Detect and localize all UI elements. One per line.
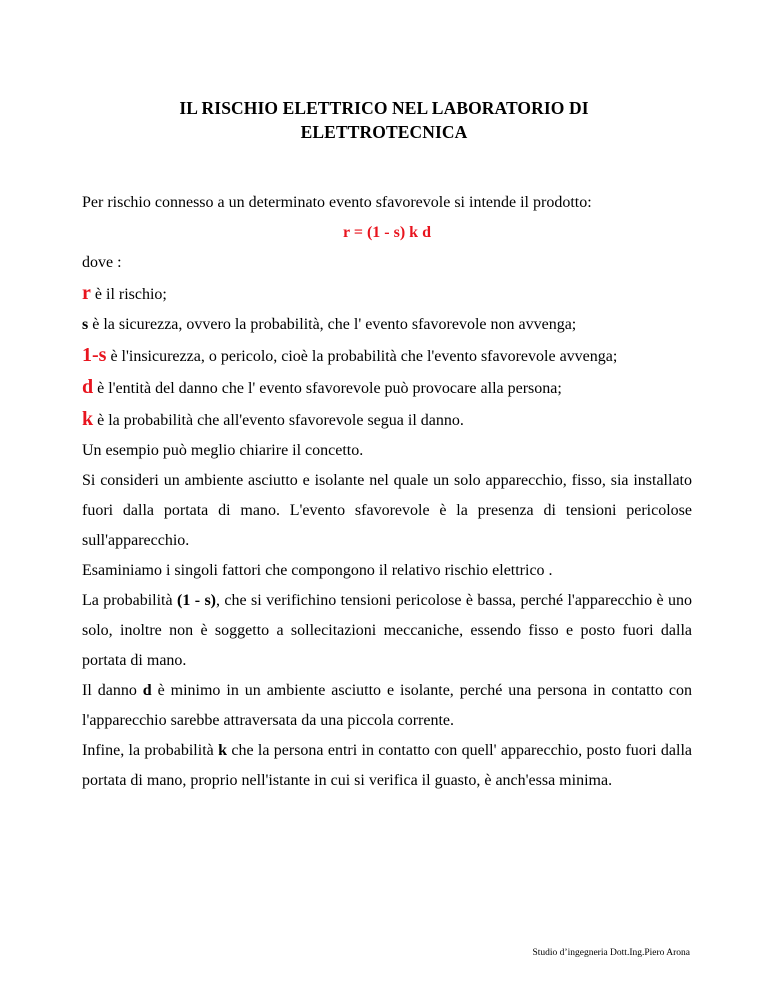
example-paragraph: Si consideri un ambiente asciutto e isolante nel quale un solo apparecchio, fisso, sia installato fuori dalla portata di mano. L'evento sfavorevole è la presenza di tensioni pericolose sull'apparecchio.: [82, 472, 692, 549]
definition-r: [82, 278, 692, 310]
probability-post: , che si verifichino tensioni pericolose è bassa, perché l'apparecchio è uno solo, inoltre non è soggetto a sollecitazioni meccaniche, essendo fisso e posto fuori dalla portata di mano.: [82, 592, 693, 669]
title-line-2: ELETTROTECNICA: [300, 122, 468, 142]
examine-paragraph: Esaminiamo i singoli fattori che compongono il relativo rischio elettrico .: [82, 562, 553, 579]
definition-d: [82, 372, 692, 404]
final-pre: Infine, la probabilità: [82, 742, 219, 759]
title-line-1: IL RISCHIO ELETTRICO NEL LABORATORIO DI: [179, 98, 589, 118]
damage-post: è minimo in un ambiente asciutto e isolante, perché una persona in contatto con l'apparecchio sarebbe attraversata da una piccola corrente.: [82, 682, 693, 729]
definition-d-text: è l'entità del danno che l' evento sfavorevole può provocare alla persona;: [93, 380, 562, 397]
symbol-k: k: [82, 408, 94, 430]
damage-bold: d: [142, 682, 152, 699]
probability-paragraph: [82, 586, 692, 676]
page-footer: Studio d’ingegneria Dott.Ing.Piero Arona: [532, 948, 690, 958]
intro-paragraph: Per rischio connesso a un determinato evento sfavorevole si intende il prodotto:: [82, 194, 592, 211]
symbol-d: d: [82, 376, 94, 398]
definition-k: [82, 404, 692, 436]
damage-paragraph: [82, 676, 692, 736]
symbol-r: r: [82, 282, 91, 304]
final-bold: k: [218, 742, 227, 759]
definition-s-text: è la sicurezza, ovvero la probabilità, che l' evento sfavorevole non avvenga;: [88, 316, 577, 333]
symbol-s: s: [82, 316, 89, 333]
symbol-1-minus-s: 1-s: [82, 344, 107, 366]
document-title: [120, 96, 648, 144]
definition-r-text: è il rischio;: [90, 286, 167, 303]
risk-formula: r = (1 - s) k d: [343, 224, 431, 241]
definition-s: [82, 310, 692, 340]
example-intro: Un esempio può meglio chiarire il concetto.: [82, 442, 364, 459]
probability-bold: (1 - s): [177, 592, 217, 609]
final-paragraph: [82, 736, 692, 796]
document-body: [82, 188, 692, 796]
definition-k-text: è la probabilità che all'evento sfavorevole segua il danno.: [93, 412, 464, 429]
probability-pre: La probabilità: [82, 592, 177, 609]
final-post: che la persona entri in contatto con quell' apparecchio, posto fuori dalla portata di mano, proprio nell'istante in cui si verifica il guasto, è anch'essa minima.: [82, 742, 693, 789]
definition-1-minus-s-text: è l'insicurezza, o pericolo, cioè la probabilità che l'evento sfavorevole avvenga;: [106, 348, 618, 365]
definition-1-minus-s: [82, 340, 692, 372]
dove-label: dove :: [82, 254, 122, 271]
damage-pre: Il danno: [82, 682, 143, 699]
